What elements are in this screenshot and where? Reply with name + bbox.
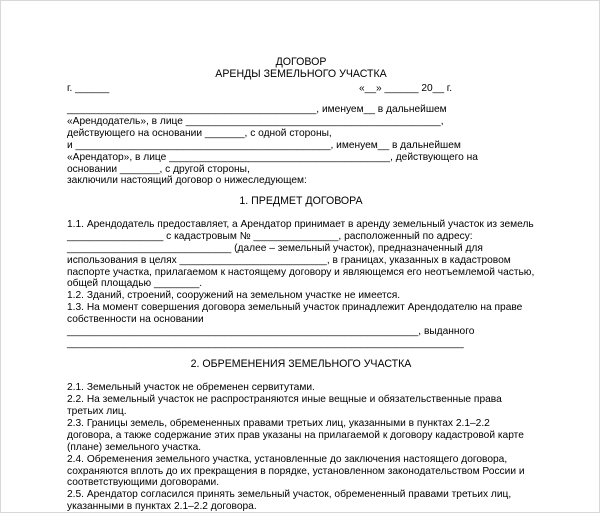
- contract-city: г. ______: [67, 83, 110, 94]
- section-1-line: паспорте участка, прилагаемом к настоящему договору и являющемся его неотъемлемой частью,: [67, 267, 535, 278]
- preamble-line: и _____________________________________________, именуем__ в дальнейшем: [67, 140, 461, 151]
- section-2-line: сохраняются вплоть до их прекращения в порядке, установленном законодательством России и: [67, 466, 525, 477]
- section-1-line: 1.1. Арендодатель предоставляет, а Арендатор принимает в аренду земельный участок из земель: [67, 219, 534, 230]
- document-title: ДОГОВОР: [275, 56, 327, 68]
- section-2-line: договора, а также содержание этих прав указаны на прилагаемой к договору кадастровой карте: [67, 430, 524, 441]
- section-2-line: указанными в пунктах 2.1–2.2 договора.: [67, 501, 257, 512]
- section-2-line: (плане) земельного участка.: [67, 442, 202, 453]
- section-1-line: _________________ с кадастровым № _______________, расположенный по адресу:: [67, 231, 473, 242]
- preamble-line: действующего на основании _______, с одной стороны,: [67, 128, 332, 139]
- preamble-line: заключили настоящий договор о нижеследующем:: [67, 175, 307, 186]
- section-2-line: 2.1. Земельный участок не обременен сервитутами.: [67, 382, 315, 393]
- preamble-line: основании _______, с другой стороны,: [67, 164, 250, 175]
- contract-date: «__» ______ 20__ г.: [359, 83, 453, 94]
- section-1-heading: 1. ПРЕДМЕТ ДОГОВОРА: [239, 195, 363, 207]
- preamble-line: ____________________________________________, именуем__ в дальнейшем: [67, 104, 447, 115]
- section-2-line: 2.2. На земельный участок не распространяются иные вещные и обязательственные права: [67, 394, 502, 405]
- section-2-line: соответствующими договорами.: [67, 477, 220, 488]
- section-2-line: третьих лиц.: [67, 406, 127, 417]
- section-2-line: 2.5. Арендатор согласился принять земельный участок, обремененный правами третьих лиц,: [67, 489, 512, 500]
- document-subtitle: АРЕНДЫ ЗЕМЕЛЬНОГО УЧАСТКА: [215, 68, 387, 80]
- section-1-line: общей площадью ________.: [67, 278, 203, 289]
- section-1-line: ______________________________________________________________, выданного: [67, 326, 475, 337]
- section-1-line: 1.2. Зданий, строений, сооружений на земельном участке не имеется.: [67, 290, 401, 301]
- section-2-heading: 2. ОБРЕМЕНЕНИЯ ЗЕМЕЛЬНОГО УЧАСТКА: [190, 358, 412, 370]
- section-2-line: 2.4. Обременения земельного участка, установленные до заключения настоящего договора,: [67, 454, 508, 465]
- section-1-line: 1.3. На момент совершения договора земельный участок принадлежит Арендодателю на праве: [67, 302, 523, 313]
- section-2-line: 2.3. Границы земель, обремененных правами третьих лиц, указанными в пунктах 2.1–2.2: [67, 418, 490, 429]
- section-1-line: использования в целях __________________________, в границах, указанных в кадастровом: [67, 255, 511, 266]
- section-1-line: _____________________________ (далее – земельный участок), предназначенный для: [67, 243, 483, 254]
- section-1-line: ______________________________________________________________________: [67, 338, 464, 349]
- preamble-line: «Арендодатель», в лице _____________________________________________,: [67, 116, 444, 127]
- preamble-line: «Арендатор», в лице _______________________________________, действующего на: [67, 152, 478, 163]
- section-1-line: собственности на основании: [67, 314, 204, 325]
